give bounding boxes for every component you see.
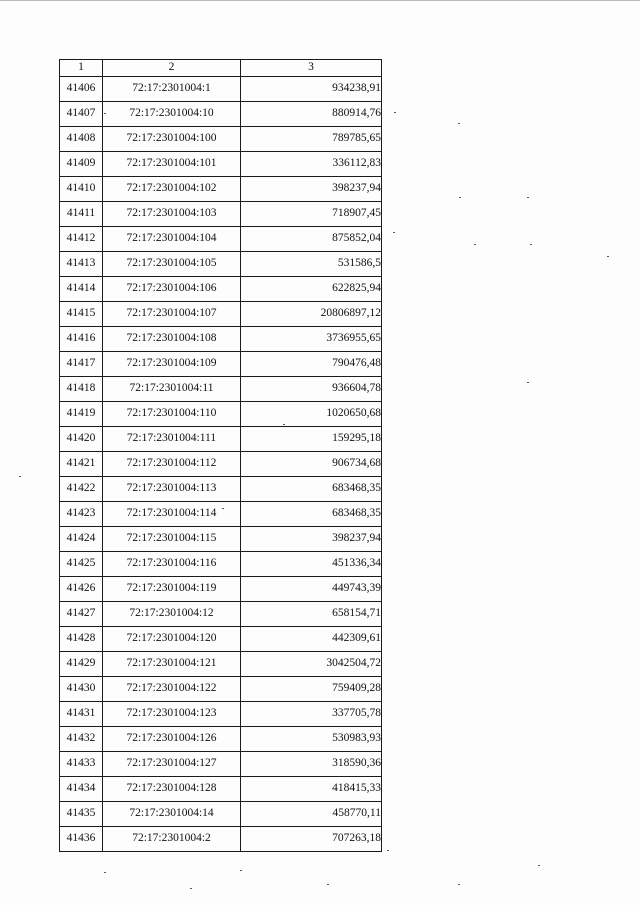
scan-speck [527, 197, 529, 198]
table-row [60, 77, 382, 102]
row-number-cell: 41419 [60, 402, 103, 427]
cadastral-number-cell: 72:17:2301004:11 [103, 377, 241, 402]
row-number-cell: 41424 [60, 527, 103, 552]
row-number-cell: 41427 [60, 602, 103, 627]
cadastral-value-cell: 418415,33 [241, 777, 382, 802]
cadastral-value-cell: 683468,35 [241, 477, 382, 502]
table-row [60, 302, 382, 327]
cadastral-number-cell: 72:17:2301004:14 [103, 802, 241, 827]
cadastral-value-cell: 458770,11 [241, 802, 382, 827]
header-row [60, 60, 382, 77]
row-number-cell: 41418 [60, 377, 103, 402]
scan-speck [459, 197, 461, 198]
scan-speck [458, 884, 460, 885]
cadastral-number-cell: 72:17:2301004:1 [103, 77, 241, 102]
row-number-cell: 41412 [60, 227, 103, 252]
cadastral-number-cell: 72:17:2301004:103 [103, 202, 241, 227]
table-row [60, 827, 382, 852]
cadastral-number-cell: 72:17:2301004:106 [103, 277, 241, 302]
cadastral-number-cell: 72:17:2301004:111 [103, 427, 241, 452]
table-row [60, 552, 382, 577]
cadastral-number-cell: 72:17:2301004:109 [103, 352, 241, 377]
cadastral-value-cell: 934238,91 [241, 77, 382, 102]
row-number-cell: 41435 [60, 802, 103, 827]
table-row [60, 652, 382, 677]
cadastral-number-cell: 72:17:2301004:105 [103, 252, 241, 277]
row-number-cell: 41406 [60, 77, 103, 102]
cadastral-value-cell: 398237,94 [241, 177, 382, 202]
row-number-cell: 41409 [60, 152, 103, 177]
row-number-cell: 41410 [60, 177, 103, 202]
table-row [60, 577, 382, 602]
cadastral-number-cell: 72:17:2301004:115 [103, 527, 241, 552]
cadastral-value-cell: 1020650,68 [241, 402, 382, 427]
column-header-1: 1 [60, 60, 103, 77]
cadastral-number-cell: 72:17:2301004:127 [103, 752, 241, 777]
row-number-cell: 41434 [60, 777, 103, 802]
row-number-cell: 41428 [60, 627, 103, 652]
table-row [60, 502, 382, 527]
cadastral-value-table [59, 59, 382, 852]
scan-speck [393, 232, 395, 233]
top-edge-line [0, 0, 640, 1]
cadastral-number-cell: 72:17:2301004:104 [103, 227, 241, 252]
row-number-cell: 41416 [60, 327, 103, 352]
cadastral-value-cell: 398237,94 [241, 527, 382, 552]
table-row [60, 452, 382, 477]
cadastral-value-cell: 683468,35 [241, 502, 382, 527]
table-body [60, 77, 382, 852]
cadastral-value-cell: 875852,04 [241, 227, 382, 252]
cadastral-value-cell: 318590,36 [241, 752, 382, 777]
row-number-cell: 41417 [60, 352, 103, 377]
scan-speck [458, 123, 460, 124]
table-row [60, 102, 382, 127]
cadastral-number-cell: 72:17:2301004:122 [103, 677, 241, 702]
table-row [60, 152, 382, 177]
cadastral-number-cell: 72:17:2301004:108 [103, 327, 241, 352]
table-row [60, 727, 382, 752]
table-row [60, 752, 382, 777]
table-row [60, 677, 382, 702]
cadastral-number-cell: 72:17:2301004:128 [103, 777, 241, 802]
cadastral-number-cell: 72:17:2301004:102 [103, 177, 241, 202]
cadastral-value-cell: 707263,18 [241, 827, 382, 852]
row-number-cell: 41407 [60, 102, 103, 127]
scan-speck [538, 865, 540, 866]
table-row [60, 427, 382, 452]
table-row [60, 327, 382, 352]
table-row [60, 277, 382, 302]
cadastral-value-cell: 442309,61 [241, 627, 382, 652]
scan-speck [222, 508, 224, 509]
row-number-cell: 41430 [60, 677, 103, 702]
cadastral-value-cell: 3736955,65 [241, 327, 382, 352]
row-number-cell: 41423 [60, 502, 103, 527]
column-header-3: 3 [241, 60, 382, 77]
cadastral-number-cell: 72:17:2301004:120 [103, 627, 241, 652]
cadastral-value-cell: 658154,71 [241, 602, 382, 627]
cadastral-number-cell: 72:17:2301004:123 [103, 702, 241, 727]
row-number-cell: 41425 [60, 552, 103, 577]
table-row [60, 477, 382, 502]
scan-speck [240, 870, 242, 871]
table-row [60, 127, 382, 152]
row-number-cell: 41433 [60, 752, 103, 777]
scan-speck [327, 884, 329, 885]
cadastral-number-cell: 72:17:2301004:107 [103, 302, 241, 327]
cadastral-value-cell: 936604,78 [241, 377, 382, 402]
cadastral-number-cell: 72:17:2301004:112 [103, 452, 241, 477]
table-row [60, 527, 382, 552]
scan-speck [283, 424, 285, 425]
table-row [60, 402, 382, 427]
table-row [60, 602, 382, 627]
table-row [60, 352, 382, 377]
cadastral-number-cell: 72:17:2301004:10 [103, 102, 241, 127]
row-number-cell: 41408 [60, 127, 103, 152]
table-row [60, 177, 382, 202]
cadastral-value-cell: 790476,48 [241, 352, 382, 377]
row-number-cell: 41431 [60, 702, 103, 727]
table-row [60, 377, 382, 402]
cadastral-value-cell: 3042504,72 [241, 652, 382, 677]
scan-speck [387, 850, 389, 851]
cadastral-value-cell: 20806897,12 [241, 302, 382, 327]
table-row [60, 252, 382, 277]
cadastral-value-cell: 449743,39 [241, 577, 382, 602]
table-row [60, 202, 382, 227]
scan-speck [104, 872, 106, 873]
row-number-cell: 41415 [60, 302, 103, 327]
table-row [60, 702, 382, 727]
scan-speck [190, 888, 192, 889]
cadastral-number-cell: 72:17:2301004:110 [103, 402, 241, 427]
scan-speck [19, 476, 21, 477]
cadastral-value-cell: 880914,76 [241, 102, 382, 127]
cadastral-value-cell: 906734,68 [241, 452, 382, 477]
cadastral-value-cell: 159295,18 [241, 427, 382, 452]
cadastral-number-cell: 72:17:2301004:113 [103, 477, 241, 502]
row-number-cell: 41429 [60, 652, 103, 677]
cadastral-number-cell: 72:17:2301004:126 [103, 727, 241, 752]
cadastral-number-cell: 72:17:2301004:100 [103, 127, 241, 152]
cadastral-number-cell: 72:17:2301004:119 [103, 577, 241, 602]
scan-speck [474, 244, 476, 245]
table-row [60, 627, 382, 652]
table-row [60, 802, 382, 827]
cadastral-value-cell: 530983,93 [241, 727, 382, 752]
row-number-cell: 41422 [60, 477, 103, 502]
table-row [60, 227, 382, 252]
cadastral-number-cell: 72:17:2301004:116 [103, 552, 241, 577]
row-number-cell: 41411 [60, 202, 103, 227]
cadastral-value-cell: 451336,34 [241, 552, 382, 577]
cadastral-value-cell: 337705,78 [241, 702, 382, 727]
cadastral-value-cell: 718907,45 [241, 202, 382, 227]
cadastral-number-cell: 72:17:2301004:101 [103, 152, 241, 177]
row-number-cell: 41420 [60, 427, 103, 452]
table-row [60, 777, 382, 802]
cadastral-value-cell: 336112,83 [241, 152, 382, 177]
row-number-cell: 41421 [60, 452, 103, 477]
cadastral-value-cell: 789785,65 [241, 127, 382, 152]
column-header-2: 2 [103, 60, 241, 77]
scan-speck [104, 113, 106, 114]
cadastral-number-cell: 72:17:2301004:2 [103, 827, 241, 852]
row-number-cell: 41414 [60, 277, 103, 302]
cadastral-value-cell: 759409,28 [241, 677, 382, 702]
row-number-cell: 41426 [60, 577, 103, 602]
scan-speck [527, 382, 529, 383]
cadastral-value-cell: 622825,94 [241, 277, 382, 302]
row-number-cell: 41413 [60, 252, 103, 277]
scan-speck [607, 256, 609, 257]
scan-speck [394, 112, 396, 113]
row-number-cell: 41436 [60, 827, 103, 852]
scan-speck [530, 244, 532, 245]
cadastral-number-cell: 72:17:2301004:12 [103, 602, 241, 627]
cadastral-number-cell: 72:17:2301004:121 [103, 652, 241, 677]
cadastral-number-cell: 72:17:2301004:114 [103, 502, 241, 527]
row-number-cell: 41432 [60, 727, 103, 752]
cadastral-value-cell: 531586,5 [241, 252, 382, 277]
